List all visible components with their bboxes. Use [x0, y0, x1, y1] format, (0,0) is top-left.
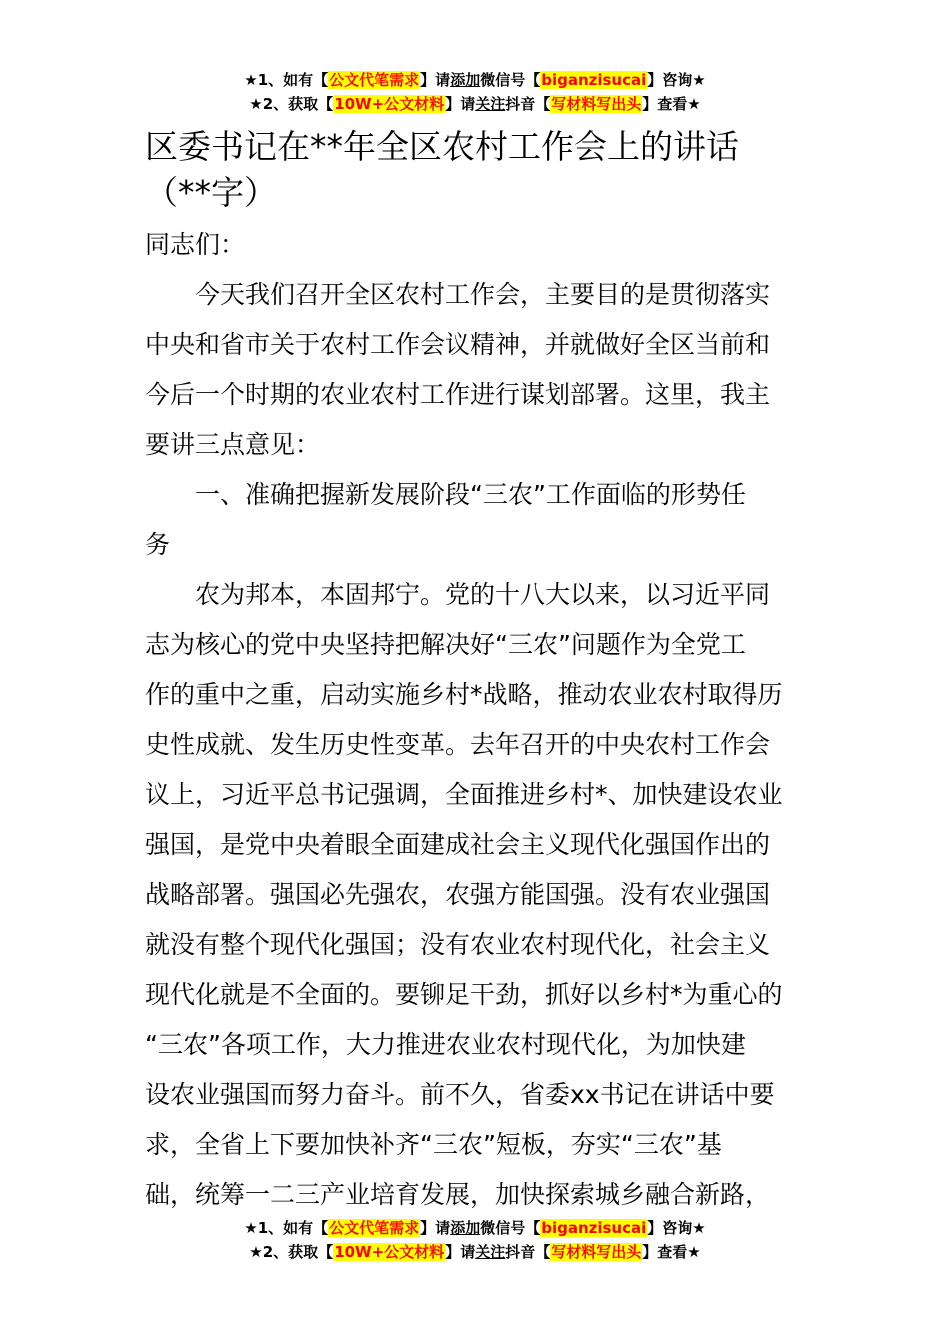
promo-highlight: 10W+公文材料: [334, 95, 445, 113]
promo-line-1: [0, 69, 950, 91]
salutation: 同志们：: [145, 230, 246, 259]
promo-line-2: [0, 93, 950, 115]
body-line: 志为核心的党中央坚持把解决好“三农”问题作为全党工: [145, 630, 746, 659]
body-line: 就没有整个现代化强国；没有农业农村现代化，社会主义: [145, 930, 771, 959]
section-heading: 一、准确把握新发展阶段“三农”工作面临的形势任: [195, 480, 746, 509]
promo-text: 】请: [445, 1243, 476, 1261]
promo-text: 微信号【: [480, 71, 541, 89]
body-line: “三农”各项工作，大力推进农业农村现代化，为加快建: [145, 1030, 746, 1059]
body-line: 求，全省上下要加快补齐“三农”短板，夯实“三农”基: [145, 1130, 722, 1159]
body-line: 议上，习近平总书记强调，全面推进乡村*、加快建设农业: [145, 780, 783, 809]
promo-highlight: biganzisucai: [541, 1219, 647, 1237]
promo-text: ★2、获取【: [249, 95, 334, 113]
promo-text: 】咨询★: [647, 1219, 706, 1237]
promo-underlined: 添加: [450, 1219, 481, 1237]
promo-underlined: 关注: [475, 95, 506, 113]
body-line: 战略部署。强国必先强农，农强方能国强。没有农业强国: [145, 880, 771, 909]
promo-text: 】查看★: [642, 95, 701, 113]
promo-underlined: 添加: [450, 71, 481, 89]
promo-text: 】查看★: [642, 1243, 701, 1261]
body-line: 农为邦本，本固邦宁。党的十八大以来，以习近平同: [195, 580, 771, 609]
promo-line-1: [0, 1217, 950, 1239]
body-line: 现代化就是不全面的。要铆足干劲，抓好以乡村*为重心的: [145, 980, 783, 1009]
promo-text: 】咨询★: [647, 71, 706, 89]
body-line: 要讲三点意见：: [145, 430, 321, 459]
body-line: 设农业强国而努力奋斗。前不久，省委xx书记在讲话中要: [145, 1080, 775, 1109]
body-line: 作的重中之重，启动实施乡村*战略，推动农业农村取得历: [145, 680, 783, 709]
promo-text: 】请: [420, 1219, 451, 1237]
promo-text: 微信号【: [480, 1219, 541, 1237]
promo-line-2: [0, 1241, 950, 1263]
body-line: 史性成就、发生历史性变革。去年召开的中央农村工作会: [145, 730, 771, 759]
body-line: 强国，是党中央着眼全面建成社会主义现代化强国作出的: [145, 830, 771, 859]
promo-highlight: 公文代笔需求: [329, 1219, 420, 1237]
promo-text: 抖音【: [505, 95, 551, 113]
promo-text: 】请: [445, 95, 476, 113]
promo-text: ★1、如有【: [244, 1219, 329, 1237]
promo-text: ★2、获取【: [249, 1243, 334, 1261]
promo-text: 】请: [420, 71, 451, 89]
body-line: 今天我们召开全区农村工作会，主要目的是贯彻落实: [195, 280, 771, 309]
promo-text: ★1、如有【: [244, 71, 329, 89]
body-line: 今后一个时期的农业农村工作进行谋划部署。这里，我主: [145, 380, 771, 409]
promo-highlight: 写材料写出头: [551, 95, 642, 113]
promo-highlight: 公文代笔需求: [329, 71, 420, 89]
body-line: 础，统筹一二三产业培育发展，加快探索城乡融合新路，: [145, 1180, 771, 1209]
promo-highlight: 10W+公文材料: [334, 1243, 445, 1261]
promo-underlined: 关注: [475, 1243, 506, 1261]
document-subtitle: （**字）: [145, 173, 277, 212]
promo-text: 抖音【: [505, 1243, 551, 1261]
promo-highlight: biganzisucai: [541, 71, 647, 89]
section-heading: 务: [145, 530, 171, 559]
document-title: 区委书记在**年全区农村工作会上的讲话: [145, 127, 739, 166]
body-line: 中央和省市关于农村工作会议精神，并就做好全区当前和: [145, 330, 771, 359]
promo-highlight: 写材料写出头: [551, 1243, 642, 1261]
